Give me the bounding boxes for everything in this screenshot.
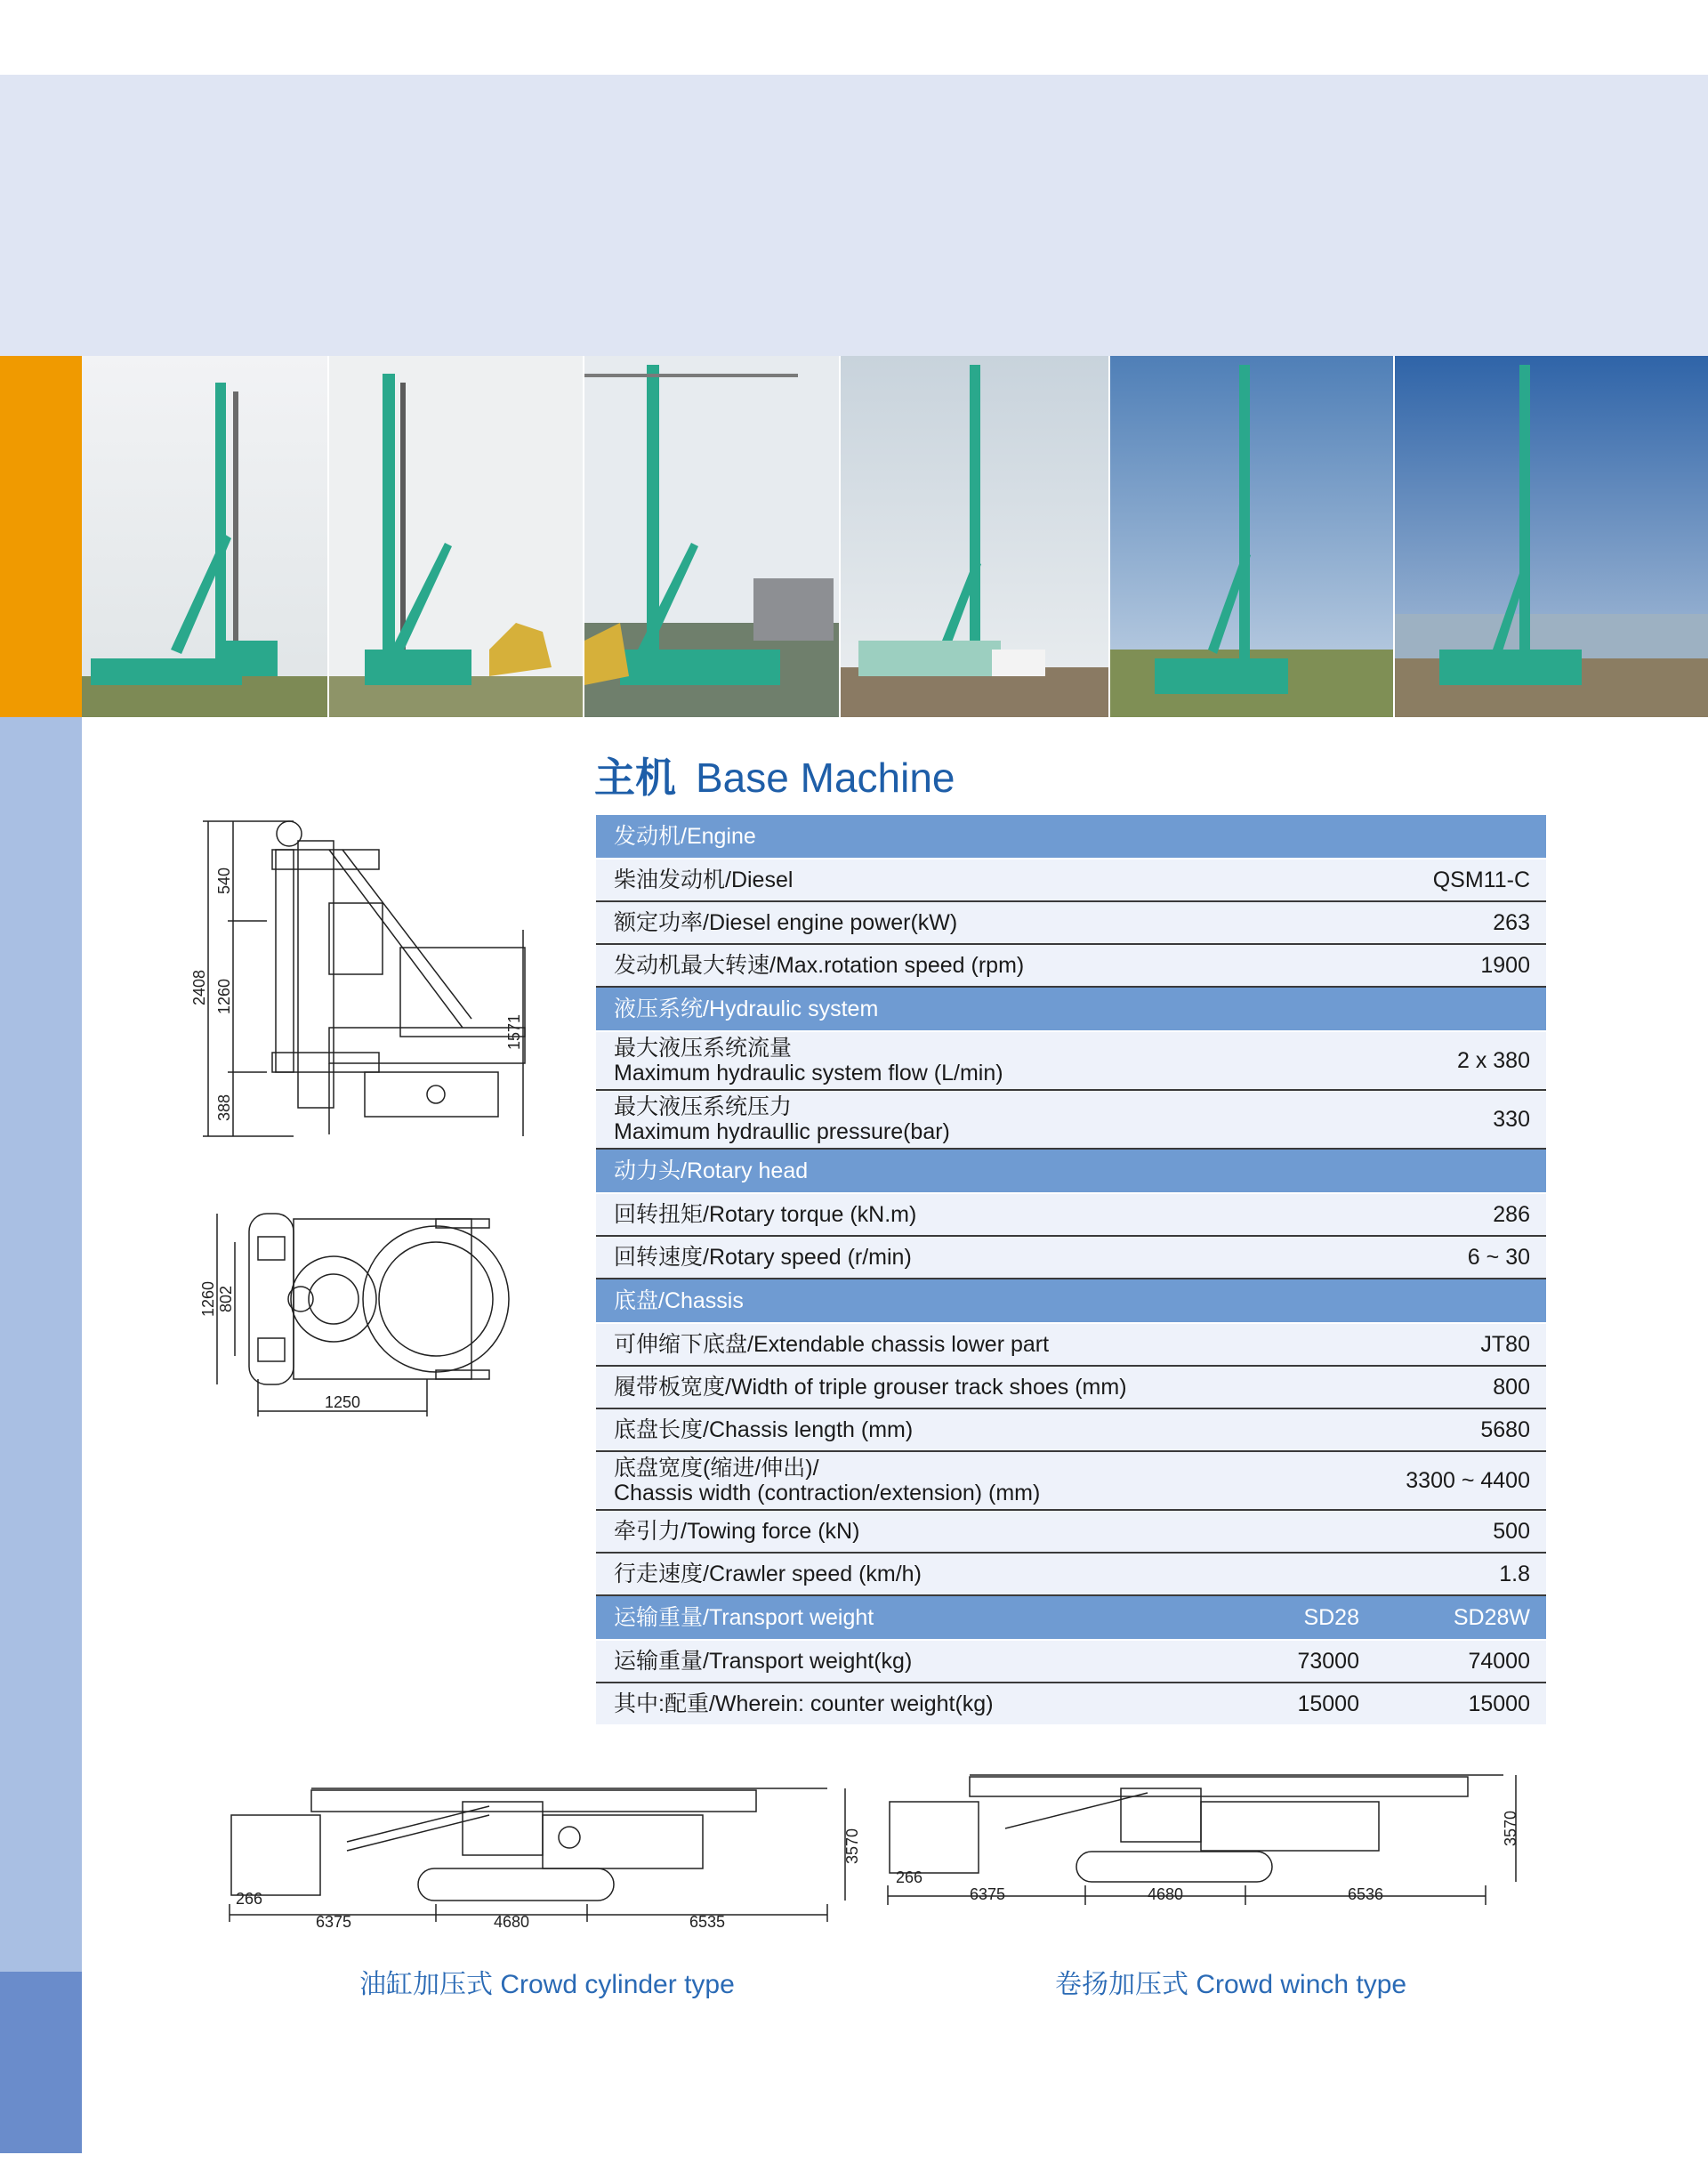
- spec-section-header: [596, 1279, 1546, 1324]
- spec-section-header: [596, 815, 1546, 860]
- crowd-cylinder-drawing: [222, 1780, 863, 1935]
- dim-540: 540: [215, 867, 233, 895]
- dim-3570-cyl: 3570: [843, 1828, 861, 1865]
- spec-value: 800: [1493, 1375, 1530, 1400]
- dim-6535-cyl: 6535: [689, 1913, 726, 1931]
- crowd-winch-drawing: [881, 1766, 1530, 1922]
- spec-row: [596, 945, 1546, 988]
- spec-value: 74000: [1468, 1649, 1530, 1674]
- spec-label-cn: 底盘宽度(缩进/伸出)/: [614, 1456, 819, 1481]
- spec-row: [596, 1091, 1546, 1150]
- spec-section-header: [596, 988, 1546, 1032]
- spec-row: [596, 1554, 1546, 1596]
- spec-value: 6 ~ 30: [1467, 1245, 1530, 1270]
- spec-value: 263: [1493, 910, 1530, 935]
- accent-bar-dark-blue: [0, 1972, 82, 2153]
- dim-266-winch: 266: [895, 1868, 923, 1886]
- spec-row: [596, 1683, 1546, 1724]
- photo-rig-4: [841, 356, 1109, 717]
- spec-value: 286: [1493, 1202, 1530, 1227]
- spec-label: 可伸缩下底盘/Extendable chassis lower part: [614, 1332, 1050, 1357]
- spec-label: 底盘长度/Chassis length (mm): [614, 1417, 914, 1442]
- spec-value: QSM11-C: [1432, 868, 1530, 892]
- dim-1260-top: 1260: [199, 1280, 217, 1318]
- spec-value: 3300 ~ 4400: [1406, 1468, 1530, 1493]
- spec-row: [596, 1511, 1546, 1554]
- spec-label: 液压系统/Hydraulic system: [614, 997, 879, 1021]
- spec-label: [614, 1036, 1003, 1086]
- spec-label-cn: 最大液压系统压力: [614, 1094, 793, 1119]
- spec-row: [596, 1237, 1546, 1279]
- spec-label: 动力头/Rotary head: [614, 1158, 809, 1183]
- spec-label-cn: 最大液压系统流量: [614, 1036, 793, 1061]
- photo-rig-1: [82, 356, 329, 717]
- spec-label: 行走速度/Crawler speed (km/h): [614, 1562, 922, 1586]
- spec-row: [596, 1452, 1546, 1511]
- spec-row: [596, 1194, 1546, 1237]
- spec-table: [596, 815, 1546, 1724]
- spec-label-en: Maximum hydraullic pressure(bar): [614, 1119, 950, 1144]
- photo-rig-3: [584, 356, 841, 717]
- spec-value-sd28: 15000: [1297, 1691, 1359, 1716]
- dim-266-cyl: 266: [235, 1890, 263, 1908]
- dim-6375-cyl: 6375: [315, 1913, 352, 1931]
- spec-section-header: [596, 1150, 1546, 1194]
- spec-label: 回转扭矩/Rotary torque (kN.m): [614, 1202, 917, 1227]
- dim-6536-winch: 6536: [1347, 1885, 1384, 1903]
- spec-label: 回转速度/Rotary speed (r/min): [614, 1245, 912, 1270]
- spec-label: 其中:配重/Wherein: counter weight(kg): [614, 1691, 994, 1716]
- dim-388: 388: [215, 1094, 233, 1122]
- spec-row: [596, 1367, 1546, 1409]
- spec-label: 额定功率/Diesel engine power(kW): [614, 910, 958, 935]
- spec-value: JT80: [1480, 1332, 1530, 1357]
- spec-value: 1900: [1480, 953, 1530, 978]
- accent-bar-light-blue: [0, 717, 82, 1972]
- spec-label-en: Chassis width (contraction/extension) (mm): [614, 1481, 1041, 1505]
- spec-value-sd28: 73000: [1297, 1649, 1359, 1674]
- spec-label-en: Maximum hydraulic system flow (L/min): [614, 1061, 1003, 1086]
- photo-rig-5: [1110, 356, 1395, 717]
- section-title-en: Base Machine: [696, 755, 955, 801]
- spec-row: [596, 1409, 1546, 1452]
- spec-value-sd28: SD28: [1303, 1605, 1359, 1630]
- spec-row: [596, 860, 1546, 902]
- spec-label: 运输重量/Transport weight(kg): [614, 1649, 913, 1674]
- spec-row: [596, 1032, 1546, 1091]
- photo-rig-6: [1395, 356, 1708, 717]
- spec-section-header: [596, 1596, 1546, 1641]
- photo-rig-2: [329, 356, 584, 717]
- dim-4680-winch: 4680: [1147, 1885, 1184, 1903]
- dim-802: 802: [217, 1285, 235, 1313]
- dim-6375-winch: 6375: [969, 1885, 1006, 1903]
- top-band: [0, 75, 1708, 356]
- caption-crowd-winch: 卷扬加压式 Crowd winch type: [1055, 1970, 1407, 1999]
- dim-2408: 2408: [190, 969, 208, 1006]
- dim-4680-cyl: 4680: [493, 1913, 530, 1931]
- spec-label: 底盘/Chassis: [614, 1288, 744, 1313]
- spec-label: 运输重量/Transport weight: [614, 1605, 874, 1630]
- caption-crowd-cylinder: 油缸加压式 Crowd cylinder type: [359, 1970, 735, 1999]
- dim-1260: 1260: [215, 978, 233, 1015]
- spec-value: SD28W: [1453, 1605, 1530, 1630]
- dim-1250: 1250: [324, 1393, 361, 1411]
- dim-3570-winch: 3570: [1502, 1810, 1519, 1847]
- spec-label: 柴油发动机/Diesel: [614, 868, 794, 892]
- spec-value: 2 x 380: [1456, 1048, 1530, 1073]
- spec-value: 1.8: [1499, 1562, 1530, 1586]
- spec-label: 发动机最大转速/Max.rotation speed (rpm): [614, 953, 1025, 978]
- spec-value: 5680: [1480, 1417, 1530, 1442]
- top-view-drawing: [196, 1201, 516, 1428]
- spec-row: [596, 1641, 1546, 1683]
- spec-label: 发动机/Engine: [614, 824, 756, 849]
- spec-value: 500: [1493, 1519, 1530, 1544]
- spec-row: [596, 1324, 1546, 1367]
- spec-value: 15000: [1468, 1691, 1530, 1716]
- dim-1571: 1571: [505, 1013, 523, 1051]
- section-title-cn: 主机: [594, 755, 676, 801]
- front-view-drawing: [187, 814, 543, 1148]
- spec-row: [596, 902, 1546, 945]
- photo-strip: [82, 356, 1708, 717]
- spec-value: 330: [1493, 1107, 1530, 1132]
- spec-label: 牵引力/Towing force (kN): [614, 1519, 860, 1544]
- spec-label: 履带板宽度/Width of triple grouser track shoes (mm): [614, 1375, 1127, 1400]
- spec-label: [614, 1456, 1040, 1505]
- spec-label: [614, 1094, 950, 1144]
- accent-bar-orange: [0, 356, 82, 717]
- section-title: [594, 746, 955, 804]
